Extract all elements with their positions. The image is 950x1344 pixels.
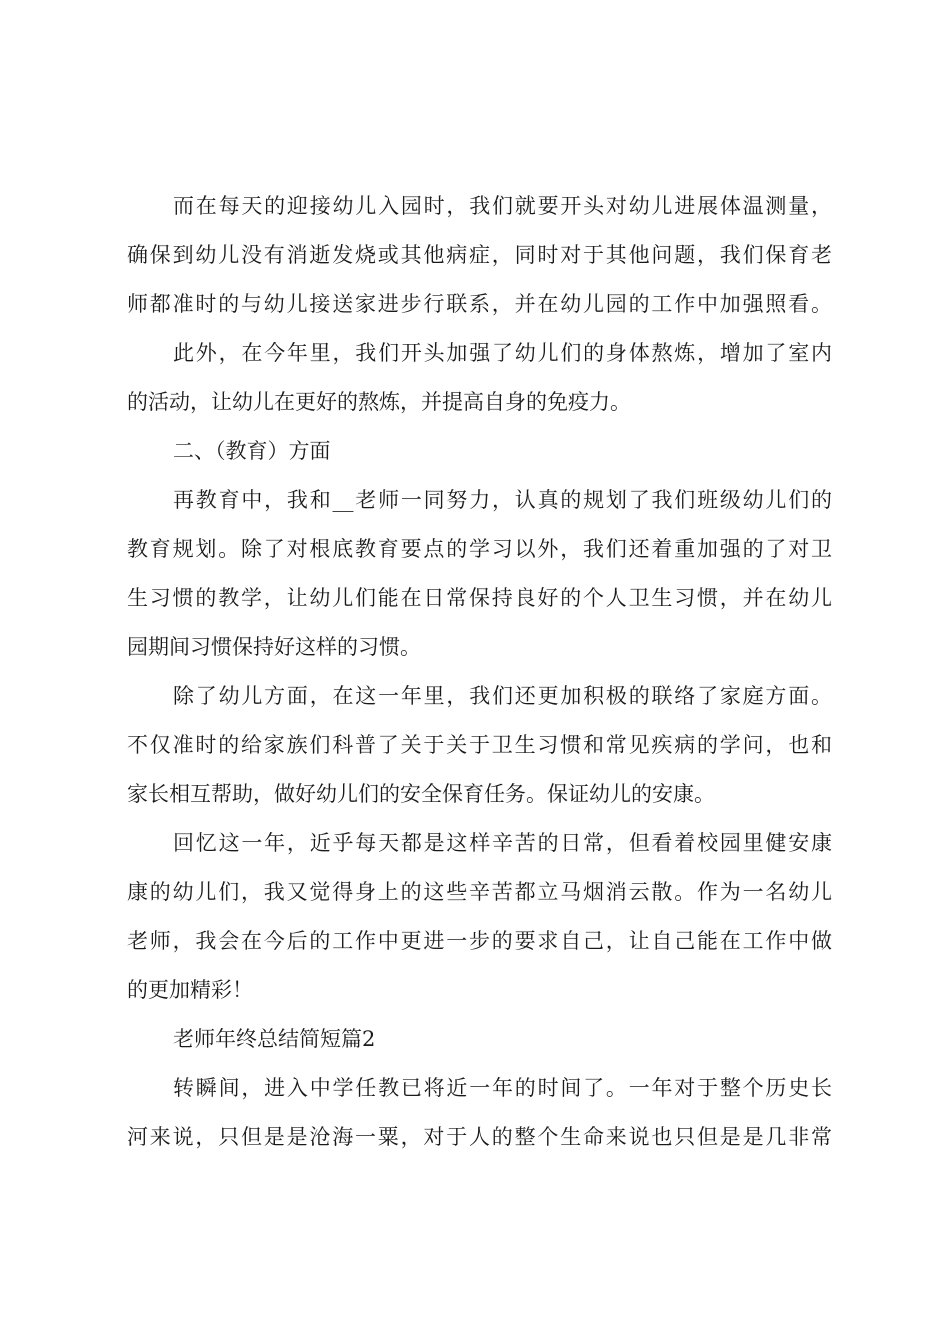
paragraph-line: 河来说，只但是是沧海一粟，对于人的整个生命来说也只但是是几非常 bbox=[127, 1125, 832, 1149]
section-heading: 二、（教育）方面 bbox=[173, 439, 331, 463]
paragraph-line: 的活动，让幼儿在更好的熬炼，并提高自身的免疫力。 bbox=[127, 390, 631, 414]
paragraph-line: 回忆这一年，近乎每天都是这样辛苦的日常，但看着校园里健安康 bbox=[173, 831, 832, 855]
paragraph-line: 再教育中，我和__老师一同努力，认真的规划了我们班级幼儿们的 bbox=[173, 488, 832, 512]
paragraph-line: 生习惯的教学，让幼儿们能在日常保持良好的个人卫生习惯，并在幼儿 bbox=[127, 586, 832, 610]
paragraph-line: 除了幼儿方面，在这一年里，我们还更加积极的联络了家庭方面。 bbox=[173, 684, 832, 708]
paragraph-line: 的更加精彩！ bbox=[127, 978, 253, 1002]
paragraph-line: 老师，我会在今后的工作中更进一步的要求自己，让自己能在工作中做 bbox=[127, 929, 832, 953]
paragraph-line: 家长相互帮助，做好幼儿们的安全保育任务。保证幼儿的安康。 bbox=[127, 782, 715, 806]
paragraph-line: 此外，在今年里，我们开头加强了幼儿们的身体熬炼，增加了室内 bbox=[173, 341, 832, 365]
article-title: 老师年终总结简短篇2 bbox=[173, 1027, 376, 1051]
paragraph-line: 教育规划。除了对根底教育要点的学习以外，我们还着重加强的了对卫 bbox=[127, 537, 832, 561]
paragraph-line: 不仅准时的给家族们科普了关于关于卫生习惯和常见疾病的学问，也和 bbox=[127, 733, 832, 757]
paragraph-line: 园期间习惯保持好这样的习惯。 bbox=[127, 635, 421, 659]
paragraph-line: 转瞬间，进入中学任教已将近一年的时间了。一年对于整个历史长 bbox=[173, 1076, 832, 1100]
paragraph-line: 师都准时的与幼儿接送家进步行联系，并在幼儿园的工作中加强照看。 bbox=[127, 292, 832, 316]
paragraph-line: 确保到幼儿没有消逝发烧或其他病症，同时对于其他问题，我们保育老 bbox=[127, 243, 832, 267]
paragraph-line: 而在每天的迎接幼儿入园时，我们就要开头对幼儿进展体温测量， bbox=[173, 194, 832, 218]
paragraph-line: 康的幼儿们，我又觉得身上的这些辛苦都立马烟消云散。作为一名幼儿 bbox=[127, 880, 832, 904]
